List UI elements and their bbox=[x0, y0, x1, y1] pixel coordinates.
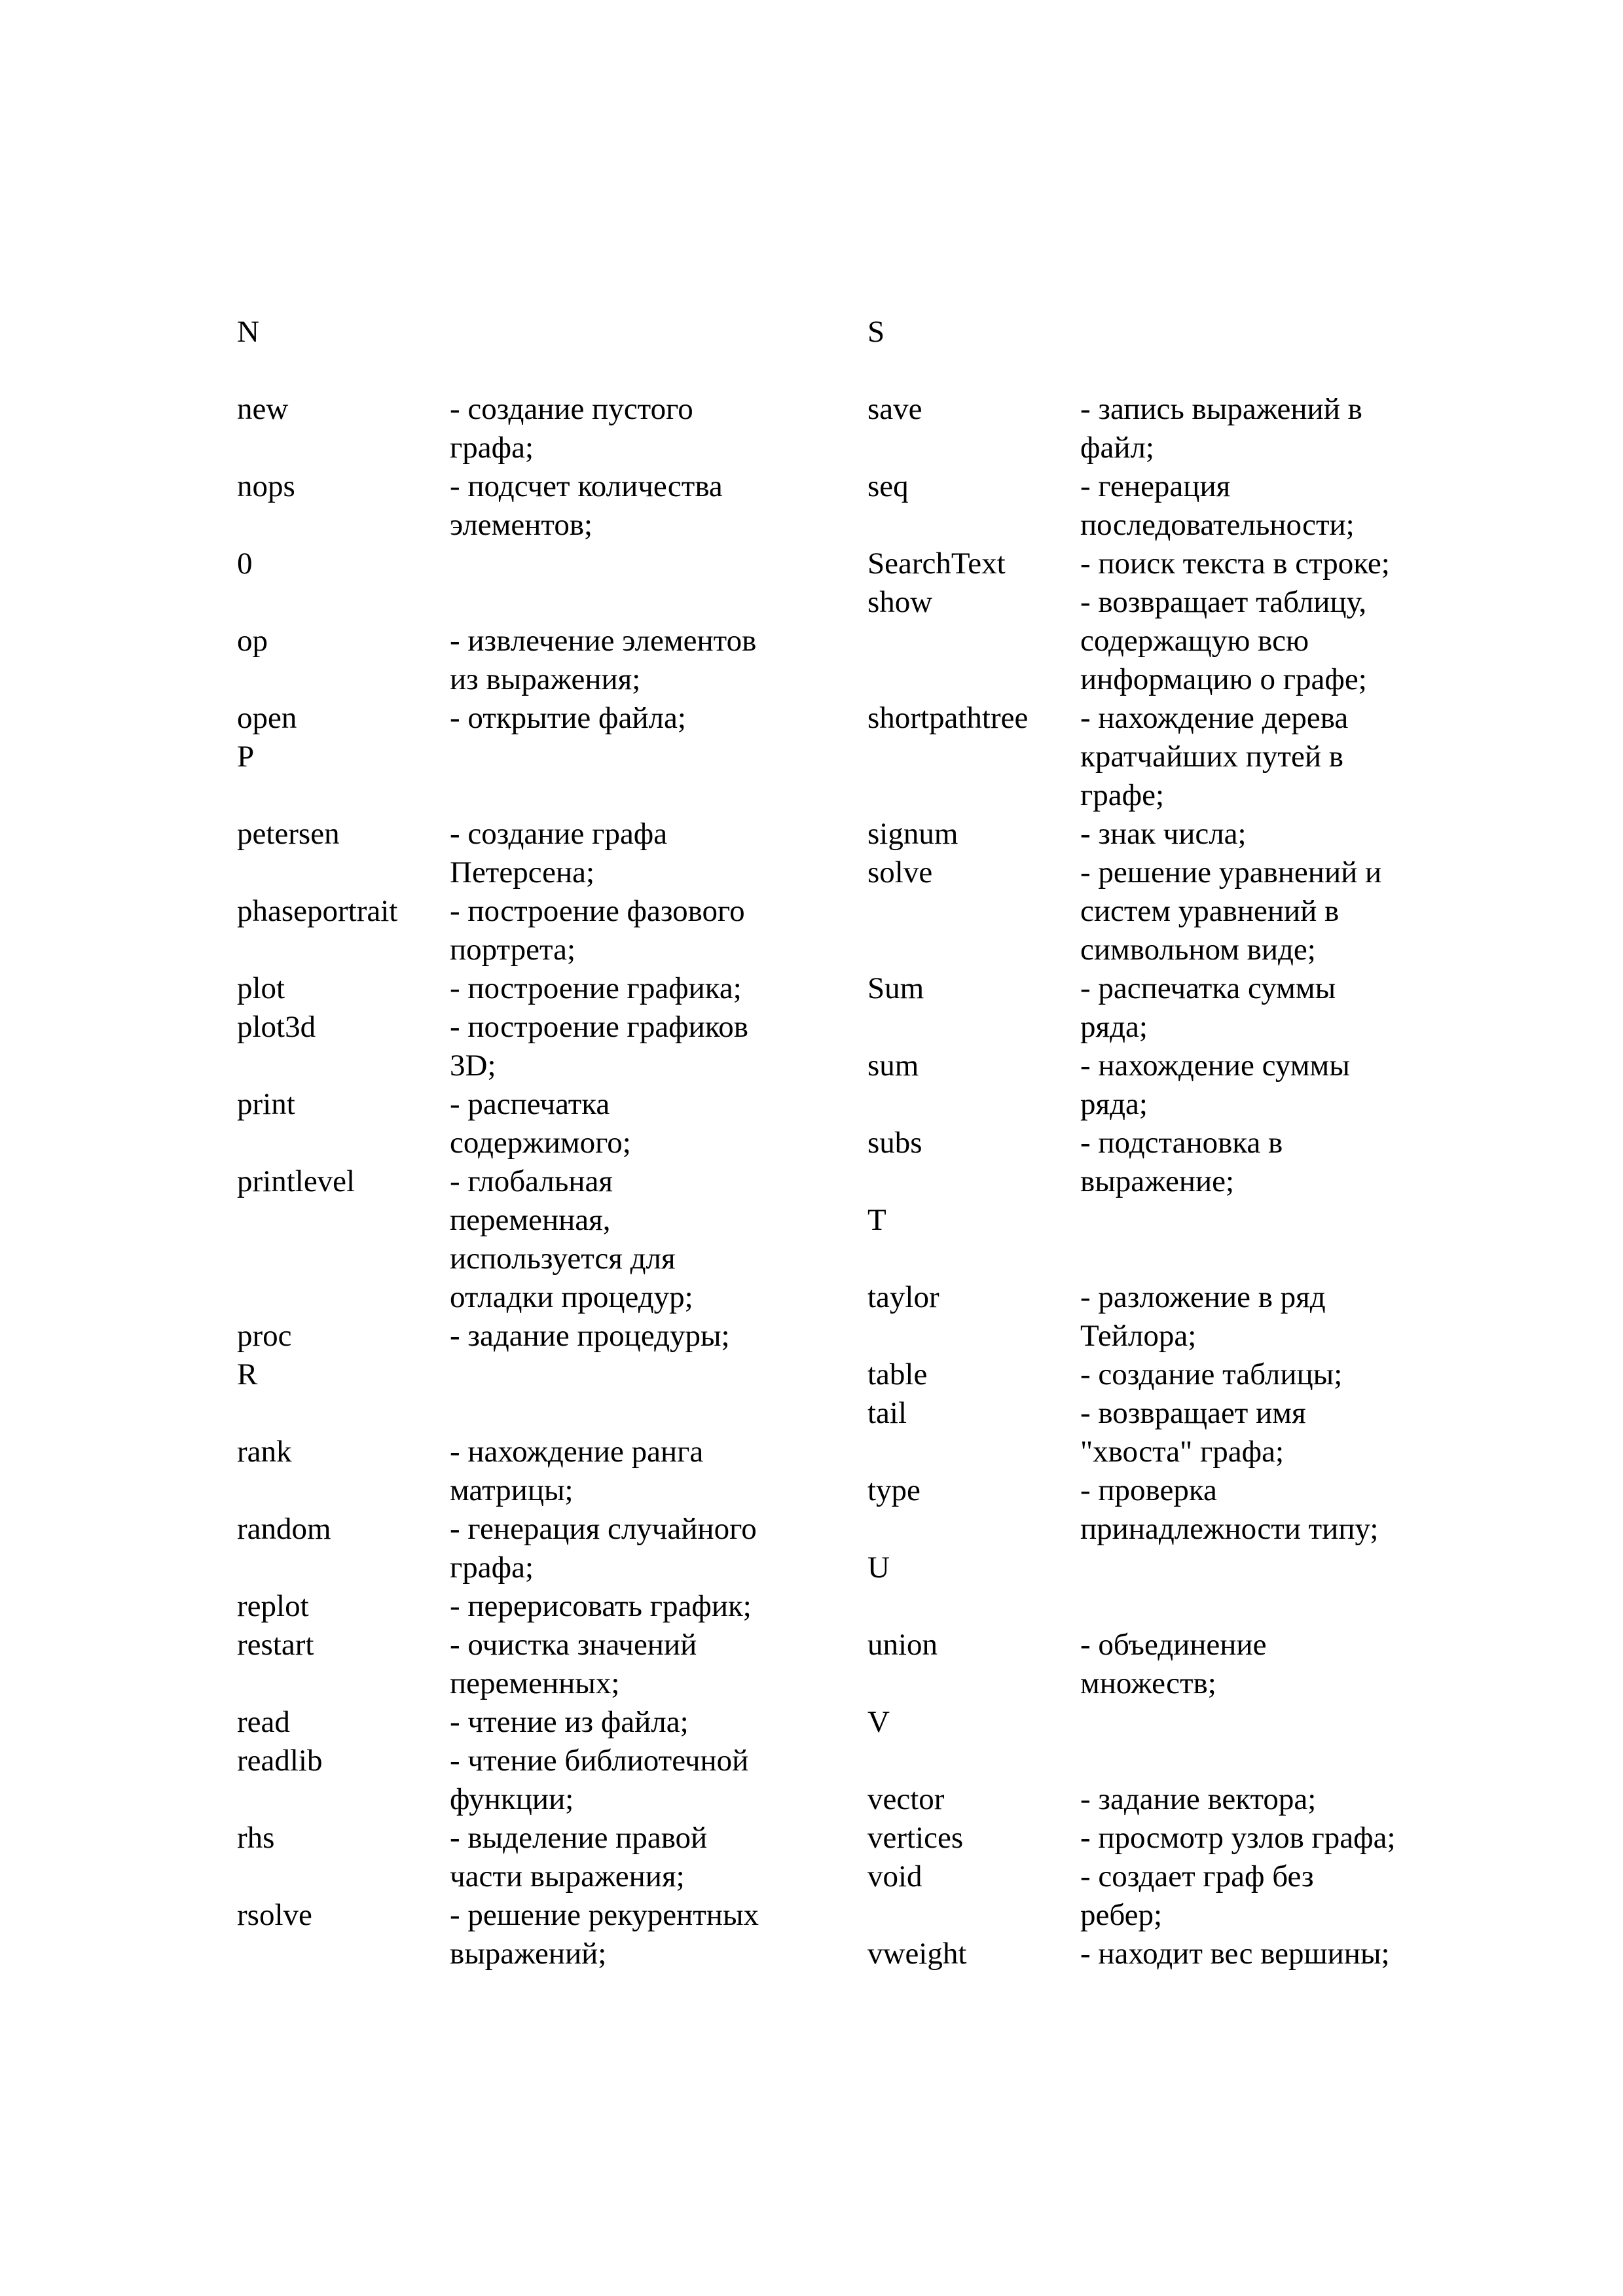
entry-description bbox=[1080, 1355, 1447, 1394]
description-line: - знак числа; bbox=[1080, 817, 1247, 851]
entry-term: plot bbox=[237, 971, 285, 1005]
description-line: Петерсена; bbox=[450, 855, 595, 889]
description-line: выражений; bbox=[450, 1937, 607, 1971]
description-line: - перерисовать график; bbox=[450, 1589, 752, 1623]
description-line: - чтение библиотечной bbox=[450, 1744, 749, 1778]
description-line: - нахождение суммы bbox=[1080, 1049, 1350, 1083]
description-line: элементов; bbox=[450, 508, 593, 542]
entry-term: replot bbox=[237, 1589, 309, 1623]
entry-term: table bbox=[867, 1357, 928, 1391]
entry-term: signum bbox=[867, 817, 958, 851]
section-letter: R bbox=[237, 1357, 258, 1391]
entry-term: plot3d bbox=[237, 1010, 316, 1044]
entry-description bbox=[450, 1433, 816, 1510]
description-line: Тейлора; bbox=[1080, 1319, 1197, 1353]
description-line: - объединение bbox=[1080, 1628, 1267, 1662]
entry-term: proc bbox=[237, 1319, 292, 1353]
entry-term: petersen bbox=[237, 817, 340, 851]
entry-term: vertices bbox=[867, 1821, 964, 1855]
entry-description bbox=[1080, 1626, 1447, 1703]
entry-description bbox=[1080, 1471, 1447, 1549]
entry-term: save bbox=[867, 392, 922, 426]
entry-description bbox=[450, 1317, 816, 1355]
entry-description bbox=[1080, 1780, 1447, 1819]
description-line: - создание таблицы; bbox=[1080, 1357, 1343, 1391]
description-line: - задание вектора; bbox=[1080, 1782, 1317, 1816]
entry-term: rank bbox=[237, 1435, 292, 1469]
description-line: - глобальная bbox=[450, 1164, 613, 1198]
description-line: - задание процедуры; bbox=[450, 1319, 730, 1353]
entry-description bbox=[1080, 1819, 1447, 1857]
description-line: - открытие файла; bbox=[450, 701, 686, 735]
entry-term: solve bbox=[867, 855, 933, 889]
section-letter: S bbox=[867, 315, 885, 349]
description-line: - очистка значений bbox=[450, 1628, 697, 1662]
description-line: - решение рекурентных bbox=[450, 1898, 759, 1932]
entry-term: seq bbox=[867, 469, 909, 503]
entry-description bbox=[1080, 1857, 1447, 1935]
section-letter: U bbox=[867, 1551, 890, 1585]
entry-term: nops bbox=[237, 469, 295, 503]
description-line: - поиск текста в строке; bbox=[1080, 547, 1390, 581]
entry-description bbox=[1080, 1047, 1447, 1124]
description-line: - создает граф без bbox=[1080, 1859, 1314, 1893]
description-line: систем уравнений в bbox=[1080, 894, 1340, 928]
section-letter: T bbox=[867, 1203, 886, 1237]
entry-description bbox=[1080, 969, 1447, 1047]
description-line: - проверка bbox=[1080, 1473, 1217, 1507]
description-line: - построение фазового bbox=[450, 894, 745, 928]
description-line: содержащую всю bbox=[1080, 624, 1309, 658]
description-line: ребер; bbox=[1080, 1898, 1163, 1932]
entry-description bbox=[1080, 1935, 1447, 1973]
description-line: - генерация bbox=[1080, 469, 1231, 503]
description-line: - подсчет количества bbox=[450, 469, 723, 503]
entry-description bbox=[450, 1008, 816, 1085]
entry-term: subs bbox=[867, 1126, 922, 1160]
entry-term: restart bbox=[237, 1628, 314, 1662]
description-line: 3D; bbox=[450, 1049, 496, 1083]
description-line: - создание графа bbox=[450, 817, 668, 851]
entry-description bbox=[450, 622, 816, 699]
description-line: - построение графика; bbox=[450, 971, 742, 1005]
entry-description bbox=[450, 467, 816, 545]
description-line: функции; bbox=[450, 1782, 574, 1816]
entry-term: vector bbox=[867, 1782, 945, 1816]
description-line: - запись выражений в bbox=[1080, 392, 1362, 426]
description-line: ряда; bbox=[1080, 1010, 1148, 1044]
entry-description bbox=[1080, 815, 1447, 853]
entry-description bbox=[1080, 583, 1447, 699]
description-line: - создание пустого bbox=[450, 392, 693, 426]
entry-term: sum bbox=[867, 1049, 919, 1083]
description-line: - нахождение ранга bbox=[450, 1435, 704, 1469]
entry-term: Sum bbox=[867, 971, 924, 1005]
description-line: кратчайших путей в bbox=[1080, 740, 1343, 774]
entry-term: printlevel bbox=[237, 1164, 356, 1198]
entry-description bbox=[450, 1162, 816, 1317]
entry-term: read bbox=[237, 1705, 290, 1739]
description-line: - выделение правой bbox=[450, 1821, 708, 1855]
entry-description bbox=[450, 1742, 816, 1819]
description-line: графа; bbox=[450, 431, 534, 465]
entry-term: phaseportrait bbox=[237, 894, 398, 928]
entry-description bbox=[450, 969, 816, 1008]
description-line: портрета; bbox=[450, 933, 576, 967]
description-line: - решение уравнений и bbox=[1080, 855, 1382, 889]
description-line: принадлежности типу; bbox=[1080, 1512, 1379, 1546]
entry-term: union bbox=[867, 1628, 938, 1662]
entry-description bbox=[450, 1819, 816, 1896]
entry-description bbox=[1080, 1124, 1447, 1201]
entry-description bbox=[450, 1085, 816, 1162]
entry-description bbox=[450, 892, 816, 969]
entry-term: taylor bbox=[867, 1280, 939, 1314]
description-line: - распечатка суммы bbox=[1080, 971, 1336, 1005]
entry-term: new bbox=[237, 392, 289, 426]
description-line: переменных; bbox=[450, 1666, 620, 1700]
description-line: ряда; bbox=[1080, 1087, 1148, 1121]
description-line: - возвращает таблицу, bbox=[1080, 585, 1367, 619]
description-line: используется для bbox=[450, 1242, 676, 1276]
description-line: информацию о графе; bbox=[1080, 662, 1367, 696]
description-line: последовательности; bbox=[1080, 508, 1355, 542]
entry-description bbox=[1080, 545, 1447, 583]
entry-description bbox=[1080, 699, 1447, 815]
section-letter: N bbox=[237, 315, 259, 349]
entry-description bbox=[450, 390, 816, 467]
description-line: - генерация случайного bbox=[450, 1512, 757, 1546]
description-line: содержимого; bbox=[450, 1126, 631, 1160]
entry-term: rsolve bbox=[237, 1898, 312, 1932]
description-line: "хвоста" графа; bbox=[1080, 1435, 1285, 1469]
entry-description bbox=[1080, 467, 1447, 545]
entry-description bbox=[1080, 1278, 1447, 1355]
section-letter: V bbox=[867, 1705, 890, 1739]
entry-description bbox=[1080, 853, 1447, 969]
description-line: - возвращает имя bbox=[1080, 1396, 1306, 1430]
entry-description bbox=[450, 1703, 816, 1742]
entry-description bbox=[450, 699, 816, 738]
section-letter: 0 bbox=[237, 547, 253, 581]
description-line: из выражения; bbox=[450, 662, 641, 696]
description-line: - находит вес вершины; bbox=[1080, 1937, 1390, 1971]
entry-term: print bbox=[237, 1087, 295, 1121]
entry-term: op bbox=[237, 624, 268, 658]
description-line: - извлечение элементов bbox=[450, 624, 757, 658]
description-line: - нахождение дерева bbox=[1080, 701, 1349, 735]
entry-term: random bbox=[237, 1512, 331, 1546]
description-line: - распечатка bbox=[450, 1087, 610, 1121]
description-line: переменная, bbox=[450, 1203, 611, 1237]
description-line: - построение графиков bbox=[450, 1010, 748, 1044]
entry-term: type bbox=[867, 1473, 921, 1507]
entry-term: open bbox=[237, 701, 297, 735]
description-line: символьном виде; bbox=[1080, 933, 1316, 967]
description-line: - подстановка в bbox=[1080, 1126, 1283, 1160]
entry-term: rhs bbox=[237, 1821, 275, 1855]
entry-description bbox=[1080, 1394, 1447, 1471]
entry-description bbox=[1080, 390, 1447, 467]
entry-term: tail bbox=[867, 1396, 907, 1430]
description-line: матрицы; bbox=[450, 1473, 574, 1507]
description-line: файл; bbox=[1080, 431, 1154, 465]
description-line: - чтение из файла; bbox=[450, 1705, 689, 1739]
entry-description bbox=[450, 1626, 816, 1703]
description-line: отладки процедур; bbox=[450, 1280, 693, 1314]
description-line: - разложение в ряд bbox=[1080, 1280, 1326, 1314]
description-line: части выражения; bbox=[450, 1859, 685, 1893]
entry-term: vweight bbox=[867, 1937, 967, 1971]
description-line: выражение; bbox=[1080, 1164, 1235, 1198]
description-line: графе; bbox=[1080, 778, 1165, 812]
entry-description bbox=[450, 815, 816, 892]
description-line: графа; bbox=[450, 1551, 534, 1585]
description-line: множеств; bbox=[1080, 1666, 1216, 1700]
entry-term: SearchText bbox=[867, 547, 1006, 581]
description-line: - просмотр узлов графа; bbox=[1080, 1821, 1396, 1855]
section-letter: P bbox=[237, 740, 255, 774]
entry-term: shortpathtree bbox=[867, 701, 1029, 735]
entry-term: show bbox=[867, 585, 933, 619]
entry-description bbox=[450, 1510, 816, 1587]
entry-description bbox=[450, 1896, 816, 1973]
entry-term: void bbox=[867, 1859, 922, 1893]
entry-description bbox=[450, 1587, 816, 1626]
entry-term: readlib bbox=[237, 1744, 323, 1778]
